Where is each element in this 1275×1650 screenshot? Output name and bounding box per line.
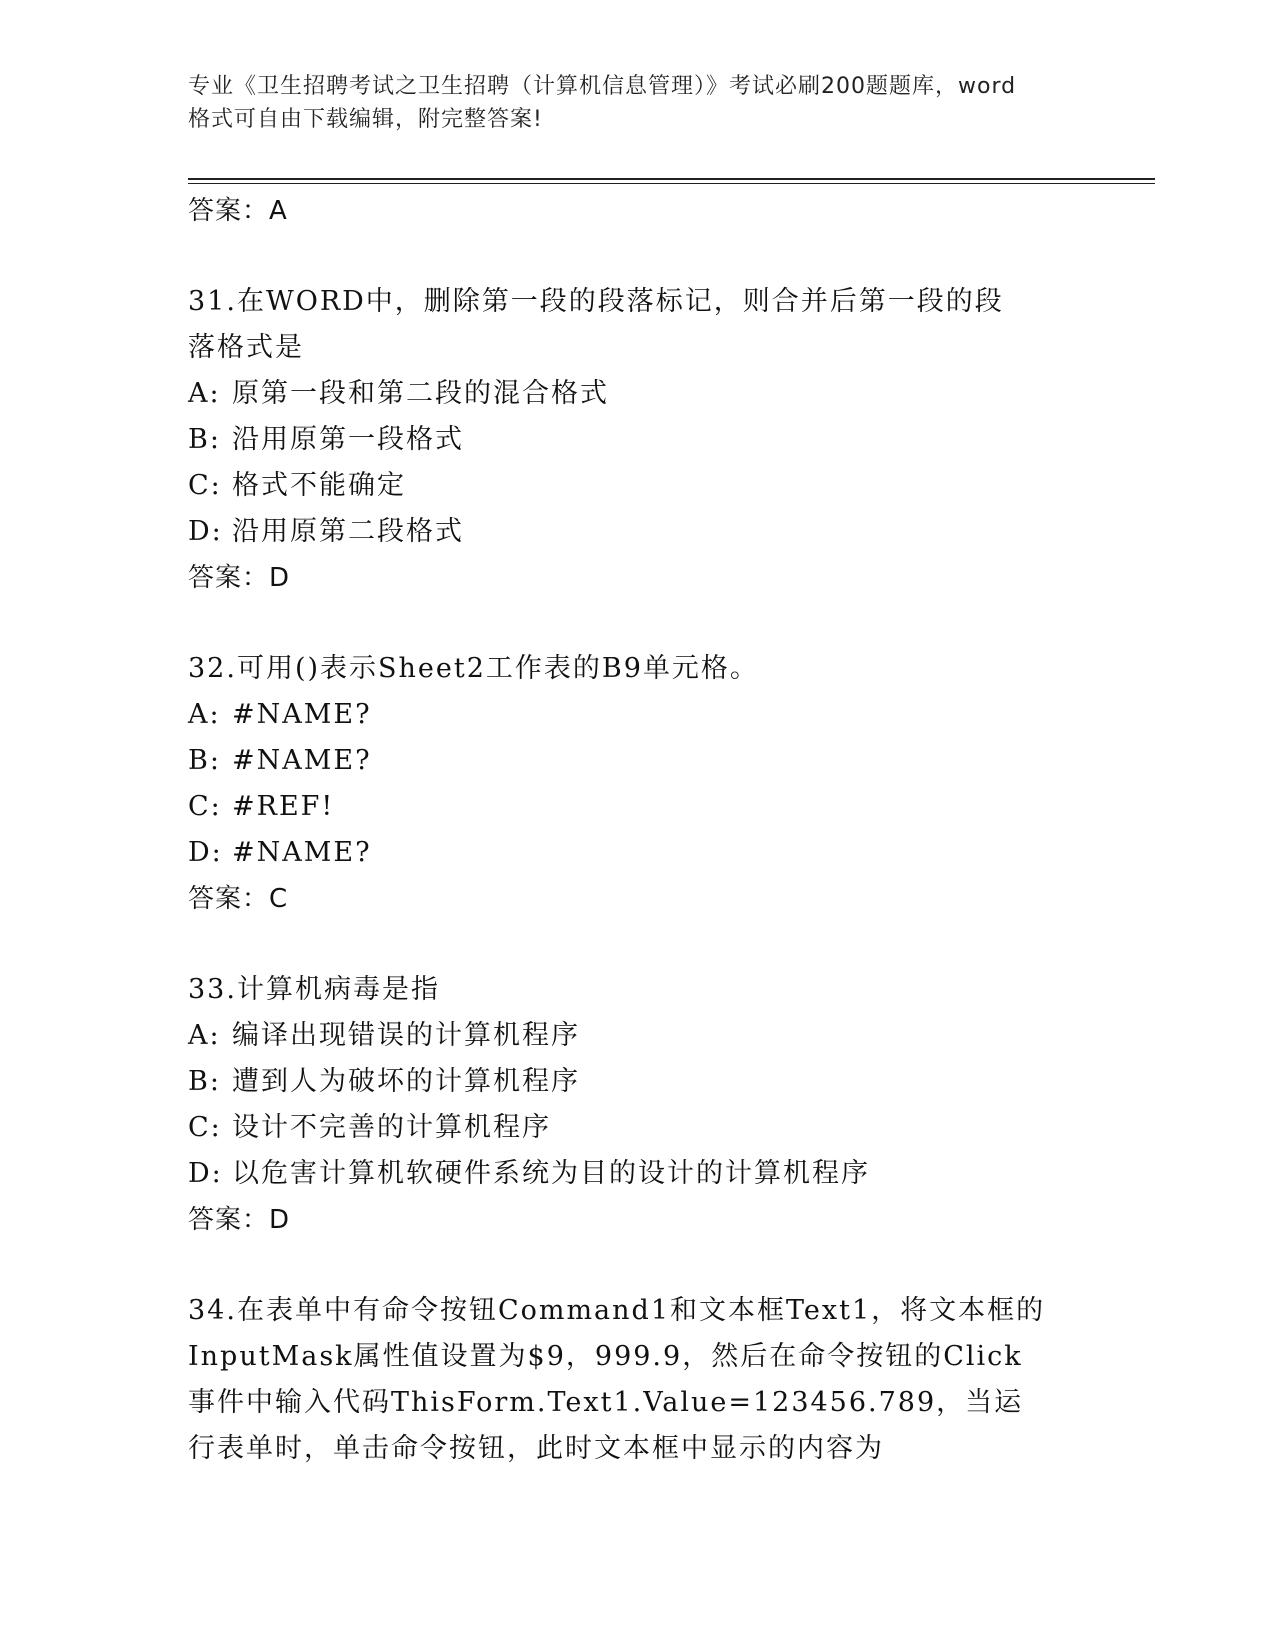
option-a — [188, 371, 1088, 417]
question-stem: 32.可用()表示Sheet2工作表的B9单元格。 — [188, 653, 759, 684]
question-item — [188, 1288, 1088, 1472]
option-d — [188, 1151, 1088, 1197]
option-key: B: — [188, 424, 221, 455]
option-key: B: — [188, 745, 221, 776]
option-key: C: — [188, 791, 222, 822]
header-line-1: 专业《卫生招聘考试之卫生招聘（计算机信息管理）》考试必刷200题题库，word — [188, 74, 1017, 99]
option-b — [188, 417, 1088, 463]
option-a — [188, 1013, 1088, 1059]
option-key: D: — [188, 1158, 223, 1189]
option-key: A: — [188, 378, 221, 409]
question-item — [188, 279, 1088, 601]
question-item — [188, 967, 1088, 1243]
answer-label: 答案：D — [188, 563, 291, 593]
option-key: C: — [188, 1112, 222, 1143]
question-stem: 31.在WORD中，删除第一段的段落标记，则合并后第一段的段落格式是 — [188, 286, 1004, 363]
option-text: #NAME? — [232, 699, 372, 730]
answer-label: 答案：C — [188, 884, 289, 914]
question-item — [188, 646, 1088, 922]
option-text: 以危害计算机软硬件系统为目的设计的计算机程序 — [232, 1158, 870, 1189]
header-rule-thin — [188, 183, 1155, 184]
question-stem: 33.计算机病毒是指 — [188, 974, 440, 1005]
option-text: 编译出现错误的计算机程序 — [232, 1020, 580, 1051]
option-text: 遭到人为破坏的计算机程序 — [232, 1066, 580, 1097]
answer-label: 答案：A — [188, 196, 288, 226]
option-text: 沿用原第二段格式 — [232, 516, 464, 547]
option-text: #NAME? — [232, 745, 372, 776]
question-list — [188, 188, 1088, 1472]
option-b — [188, 738, 1088, 784]
header-rule-thick — [188, 178, 1155, 180]
option-c — [188, 463, 1088, 509]
option-d — [188, 830, 1088, 876]
option-c — [188, 1105, 1088, 1151]
option-key: D: — [188, 837, 223, 868]
option-key: A: — [188, 699, 221, 730]
option-key: A: — [188, 1020, 221, 1051]
option-key: D: — [188, 516, 223, 547]
option-a — [188, 692, 1088, 738]
document-header — [188, 70, 1088, 136]
option-text: 沿用原第一段格式 — [232, 424, 464, 455]
option-text: #REF! — [232, 791, 335, 822]
option-d — [188, 509, 1088, 555]
option-text: #NAME? — [232, 837, 372, 868]
option-key: C: — [188, 470, 222, 501]
option-key: B: — [188, 1066, 221, 1097]
answer-label: 答案：D — [188, 1205, 291, 1235]
option-c — [188, 784, 1088, 830]
header-line-2: 格式可自由下载编辑，附完整答案! — [188, 107, 543, 132]
option-text: 格式不能确定 — [232, 470, 406, 501]
option-b — [188, 1059, 1088, 1105]
option-text: 设计不完善的计算机程序 — [232, 1112, 551, 1143]
question-stem: 34.在表单中有命令按钮Command1和文本框Text1，将文本框的InputMask属性值设置为$9，999.9，然后在命令按钮的Click事件中输入代码ThisForm.Text1.Value=123456.789，当运行表单时，单击命令按钮，此时文本框中显示的内容为 — [188, 1295, 1046, 1464]
option-text: 原第一段和第二段的混合格式 — [232, 378, 609, 409]
